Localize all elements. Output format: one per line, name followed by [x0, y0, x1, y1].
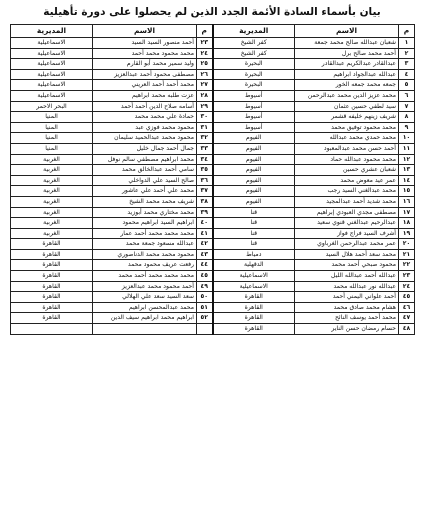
row-name [93, 324, 197, 335]
row-number: ١ [399, 38, 415, 49]
table-row [11, 48, 415, 59]
row-number: ٤٤ [197, 260, 213, 271]
row-number: ١٤ [399, 175, 415, 186]
row-governorate: الاسماعيلية [11, 38, 93, 49]
row-number: ٣٥ [197, 165, 213, 176]
row-governorate: الغربية [11, 196, 93, 207]
header-number-left: م [197, 25, 213, 38]
row-number: ٢٩ [197, 101, 213, 112]
header-name-left: الاسم [93, 25, 197, 38]
row-governorate: الغربية [11, 218, 93, 229]
row-governorate: كفر الشيخ [213, 38, 295, 49]
row-number: ٢٨ [197, 90, 213, 101]
row-governorate: الغربية [11, 228, 93, 239]
row-governorate: المنيا [11, 143, 93, 154]
row-number: ٣٤ [197, 154, 213, 165]
row-name: شريف محمد محمد الشيخ [93, 196, 197, 207]
row-governorate: الفيوم [213, 133, 295, 144]
row-governorate: الفيوم [213, 154, 295, 165]
row-number: ٣١ [197, 122, 213, 133]
row-governorate: الدقهلية [213, 260, 295, 271]
row-name: أحمد حسن محمد عبدالمعبود [295, 143, 399, 154]
row-name: محمد حمدي محمد عبدالله [295, 133, 399, 144]
row-name: سيد لطفي حسين عثمان [295, 101, 399, 112]
row-number: ١٧ [399, 207, 415, 218]
row-number: ٤٩ [197, 281, 213, 292]
row-number: ٣ [399, 59, 415, 70]
row-governorate: البحيرة [213, 69, 295, 80]
row-name: محمد عبدالمحسن ابراهيم [93, 302, 197, 313]
row-number: ٣٣ [197, 143, 213, 154]
row-number: ٦ [399, 90, 415, 101]
table-row [11, 165, 415, 176]
table-row [11, 239, 415, 250]
row-governorate: الغربية [11, 186, 93, 197]
row-number: ١١ [399, 143, 415, 154]
table-row [11, 154, 415, 165]
row-governorate: القاهرة [11, 239, 93, 250]
row-governorate: القاهرة [11, 302, 93, 313]
row-governorate: القاهرة [213, 324, 295, 335]
row-governorate: الاسماعيلية [11, 90, 93, 101]
row-governorate: الاسماعيلية [11, 69, 93, 80]
row-number: ١٢ [399, 154, 415, 165]
row-name: سامي أحمد عبدالخالق محمد [93, 165, 197, 176]
row-name: أحمد محمود محمد عبدالعزيز [93, 281, 197, 292]
row-name: عزت طلبه محمد ابراهيم [93, 90, 197, 101]
row-name: جمال أحمد جمال خليل [93, 143, 197, 154]
row-number: ٣٠ [197, 112, 213, 123]
row-name: أحمد منصور السيد السيد [93, 38, 197, 49]
row-number: ٢٣ [399, 271, 415, 282]
table-row [11, 271, 415, 282]
row-name: سعد السيد سعد علي الهلالي [93, 292, 197, 303]
table-row [11, 281, 415, 292]
row-name: جمعه محمد جمعه الخور [295, 80, 399, 91]
table-header-row [11, 25, 415, 38]
row-governorate: الغربية [11, 154, 93, 165]
row-number: ٤١ [197, 228, 213, 239]
table-row [11, 143, 415, 154]
row-name: شعبان عبدالله صالح محمد جمعة [295, 38, 399, 49]
table-row [11, 80, 415, 91]
row-number: ١٩ [399, 228, 415, 239]
row-number: ٥١ [197, 302, 213, 313]
row-number: ٢٧ [197, 80, 213, 91]
row-name: محمد أحمد أحمد العريني [93, 80, 197, 91]
row-governorate: القاهرة [213, 302, 295, 313]
row-name: عبدالقادر عبدالكريم عبدالقادر [295, 59, 399, 70]
row-name: عبدالله أحمد عبدالله الليل [295, 271, 399, 282]
row-governorate: البحيرة [213, 59, 295, 70]
row-governorate: الاسماعيلية [11, 48, 93, 59]
row-number: ٤ [399, 69, 415, 80]
row-name: محمد أحمد يوسف النائح [295, 313, 399, 324]
row-name: محمد ابراهيم مصطفي سالم نوفل [93, 154, 197, 165]
row-number: ١٠ [399, 133, 415, 144]
row-number: ٣٩ [197, 207, 213, 218]
row-governorate: الفيوم [213, 175, 295, 186]
row-number: ٢١ [399, 249, 415, 260]
row-name: مصطفى مجدي العبودي إبراهيم [295, 207, 399, 218]
row-governorate: الفيوم [213, 165, 295, 176]
row-governorate: الغربية [11, 165, 93, 176]
row-name: أسامه صلاح الدين أحمد أحمد [93, 101, 197, 112]
row-number: ٤٦ [399, 302, 415, 313]
row-number: ٤٧ [399, 313, 415, 324]
row-number: ٥٢ [197, 313, 213, 324]
row-name: وليد سمير محمد أبو القارم [93, 59, 197, 70]
row-name: أشرف السيد فراج فواز [295, 228, 399, 239]
table-row [11, 313, 415, 324]
row-number: ٢٠ [399, 239, 415, 250]
row-governorate: الفيوم [213, 143, 295, 154]
row-name: محمود صبحي أحمد محمد [295, 260, 399, 271]
row-number: ٢٦ [197, 69, 213, 80]
row-governorate: كفر الشيخ [213, 48, 295, 59]
row-governorate: القاهرة [11, 281, 93, 292]
row-governorate: القاهرة [11, 249, 93, 260]
row-name: ابراهيم السيد ابراهيم محمود [93, 218, 197, 229]
row-governorate: قنا [213, 207, 295, 218]
header-number-right: م [399, 25, 415, 38]
imams-table [10, 24, 415, 335]
row-name: هشام محمد صادق محمد [295, 302, 399, 313]
table-row [11, 175, 415, 186]
row-number: ٢٤ [197, 48, 213, 59]
row-number: ٨ [399, 112, 415, 123]
row-governorate: أسيوط [213, 90, 295, 101]
row-number: ٥ [399, 80, 415, 91]
row-number: ٢٣ [197, 38, 213, 49]
row-number: ٩ [399, 122, 415, 133]
table-row [11, 122, 415, 133]
row-number [197, 324, 213, 335]
row-name: محمود محمد فوزي عبد [93, 122, 197, 133]
row-governorate: القاهرة [11, 271, 93, 282]
table-row [11, 260, 415, 271]
row-governorate: الاسماعيلية [11, 80, 93, 91]
row-name: محمد شديد أحمد عبدالمجيد [295, 196, 399, 207]
row-governorate: القاهرة [213, 292, 295, 303]
table-row [11, 218, 415, 229]
row-name: حسام رمضان حسن الناير [295, 324, 399, 335]
row-name: حمادة علي محمد محمد [93, 112, 197, 123]
row-governorate: القاهرة [11, 260, 93, 271]
table-row [11, 228, 415, 239]
table-row [11, 324, 415, 335]
row-number: ٤٢ [197, 239, 213, 250]
row-name: رفعت عريف محمود محمد [93, 260, 197, 271]
row-number: ٢٤ [399, 281, 415, 292]
row-number: ١٨ [399, 218, 415, 229]
row-governorate: قنا [213, 218, 295, 229]
row-governorate: أسيوط [213, 101, 295, 112]
row-number: ٤٥ [197, 271, 213, 282]
header-governorate-right: المديرية [213, 25, 295, 38]
row-name: أحمد علواني اليمني أحمد [295, 292, 399, 303]
row-governorate: دمياط [213, 249, 295, 260]
row-governorate: الغربية [11, 207, 93, 218]
row-name: عبدالله عبدالجواد ابراهيم [295, 69, 399, 80]
row-governorate: القاهرة [11, 313, 93, 324]
row-governorate: المنيا [11, 122, 93, 133]
row-name: محمد محمد محمد أحمد محمد [93, 271, 197, 282]
row-number: ٤٥ [399, 292, 415, 303]
row-governorate: الاسماعيلية [213, 281, 295, 292]
row-governorate: المنيا [11, 133, 93, 144]
row-number: ٣٧ [197, 186, 213, 197]
row-number: ٤٨ [399, 324, 415, 335]
row-number: ٤٣ [197, 249, 213, 260]
table-row [11, 112, 415, 123]
row-governorate [11, 324, 93, 335]
row-number: ٤٠ [197, 218, 213, 229]
row-name: عمر عيد معوض محمد [295, 175, 399, 186]
row-name: محمد سعد أحمد هلال السيد [295, 249, 399, 260]
table-row [11, 38, 415, 49]
row-governorate: الفيوم [213, 196, 295, 207]
row-name: شعبان عشري حسين [295, 165, 399, 176]
row-number: ٢٢ [399, 260, 415, 271]
row-name: محمد عزيز الدين محمد عبدالرحمن [295, 90, 399, 101]
row-name: محمد محمود عبدالله حماد [295, 154, 399, 165]
page-title: بيان بأسماء السادة الأئمة الجدد الذين لم يحصلوا على دورة تأهيلية [43, 6, 381, 18]
table-row [11, 292, 415, 303]
row-governorate: القاهرة [213, 313, 295, 324]
row-governorate: المنيا [11, 112, 93, 123]
row-number: ١٦ [399, 196, 415, 207]
table-row [11, 90, 415, 101]
row-governorate: البحر الاحمر [11, 101, 93, 112]
row-number: ١٥ [399, 186, 415, 197]
row-number: ٧ [399, 101, 415, 112]
row-name: شريف زينهم خليفه قشمر [295, 112, 399, 123]
row-governorate: قنا [213, 228, 295, 239]
row-name: مصطفى محمود أحمد عبدالعزيز [93, 69, 197, 80]
row-governorate: الاسماعيلية [213, 271, 295, 282]
row-governorate: قنا [213, 239, 295, 250]
row-governorate: الغربية [11, 175, 93, 186]
table-row [11, 207, 415, 218]
row-governorate: أسيوط [213, 112, 295, 123]
row-name: عبدالرحيم عبدالغني قنوي سعيد [295, 218, 399, 229]
row-name: محمود محمد محمد الدناصوري [93, 249, 197, 260]
row-governorate: القاهرة [11, 292, 93, 303]
row-name: محمد عبدالغني السيد رجب [295, 186, 399, 197]
row-name: محمد محمود محمد أحمد [93, 48, 197, 59]
row-number: ١٣ [399, 165, 415, 176]
table-row [11, 59, 415, 70]
row-name: محمد علي أحمد علي عاشور [93, 186, 197, 197]
row-name: عبدالله نور عبدالله محمد [295, 281, 399, 292]
row-governorate: الاسماعيلية [11, 59, 93, 70]
row-number: ٢ [399, 48, 415, 59]
row-number: ٥٠ [197, 292, 213, 303]
row-number: ٣٦ [197, 175, 213, 186]
row-number: ٣٨ [197, 196, 213, 207]
row-governorate: البحيرة [213, 80, 295, 91]
table-row [11, 101, 415, 112]
row-name: محمود محمد عبدالحميد سليمان [93, 133, 197, 144]
row-name: عمر محمد عبدالرحمن الغرباوي [295, 239, 399, 250]
table-body [11, 38, 415, 335]
header-name-right: الاسم [295, 25, 399, 38]
row-number: ٢٥ [197, 59, 213, 70]
row-name: صالح السيد علي الدواخلي [93, 175, 197, 186]
table-row [11, 69, 415, 80]
table-row [11, 249, 415, 260]
header-governorate-left: المديرية [11, 25, 93, 38]
row-name: محمد محمد محمد أحمد عمار [93, 228, 197, 239]
row-number: ٣٢ [197, 133, 213, 144]
row-name: أحمد محمد صالح برل [295, 48, 399, 59]
row-name: عبدالله مسعود جمعة محمد [93, 239, 197, 250]
row-name: ابراهيم محمد ابراهيم سيف الدين [93, 313, 197, 324]
row-governorate: أسيوط [213, 122, 295, 133]
row-name: محمد مختاري محمد أبوزيد [93, 207, 197, 218]
table-row [11, 133, 415, 144]
table-row [11, 196, 415, 207]
row-name: محمد محمود توفيق محمد [295, 122, 399, 133]
table-row [11, 302, 415, 313]
table-row [11, 186, 415, 197]
row-governorate: الفيوم [213, 186, 295, 197]
